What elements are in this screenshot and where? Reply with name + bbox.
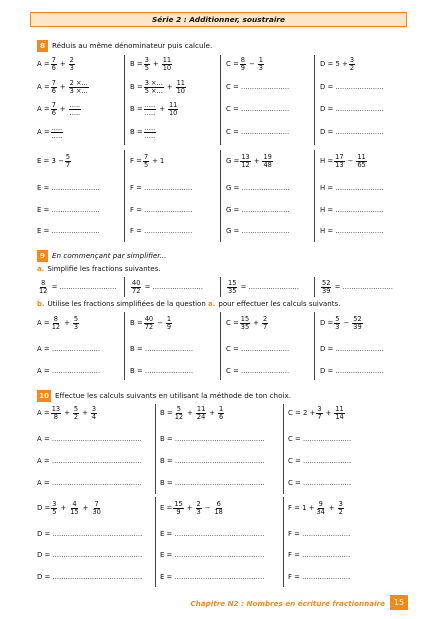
exercise-instruction: Effectue les calculs suivants en utilisant la méthode de ton choix. bbox=[55, 391, 292, 400]
expression-c-10: C = 2 + $\frac{3}{7}$ + $\frac{11}{14}$ bbox=[288, 404, 344, 421]
answer-line-a[interactable]: A = ......................................... bbox=[37, 435, 142, 443]
answer-line-d[interactable]: D = ...................... bbox=[320, 105, 384, 113]
answer-line-d[interactable]: D = ......................................... bbox=[37, 573, 143, 581]
answer-line-c[interactable]: C = ...................... bbox=[288, 435, 352, 443]
answer-line-b[interactable]: B = ......................................... bbox=[160, 479, 265, 487]
answer-line-e[interactable]: E = ......................................... bbox=[160, 530, 265, 538]
answer-line-f[interactable]: F = ...................... bbox=[130, 184, 193, 192]
expression-a-10: A = $\frac{13}{8}$ + $\frac{5}{2}$ + $\frac{3}{4}$ bbox=[37, 404, 97, 421]
answer-line-a[interactable]: A = ...................... bbox=[37, 367, 101, 375]
column-divider bbox=[314, 312, 315, 380]
answer-line-f[interactable]: F = ...................... bbox=[130, 227, 193, 235]
exercise-8-title bbox=[37, 40, 212, 52]
column-divider bbox=[124, 277, 125, 297]
simplify-15-35: $\frac{15}{35}$ = ....................... bbox=[228, 278, 299, 295]
expression-b-result: B = $\frac{.....}{.....}$ bbox=[130, 123, 156, 140]
series-header: Série 2 : Additionner, soustraire bbox=[30, 12, 407, 27]
answer-line-a[interactable]: A = ......................................... bbox=[37, 457, 142, 465]
expression-b-step: B = $\frac{3 \times...}{5 \times...}$ + $\frac{11}{10}$ bbox=[130, 78, 185, 95]
column-divider bbox=[124, 312, 125, 380]
column-divider bbox=[220, 55, 221, 145]
expression-a-step: A = $\frac{7}{6}$ + $\frac{2 \times...}{3 \times...}$ bbox=[37, 78, 88, 95]
simplify-52-39: $\frac{52}{39}$ = ....................... bbox=[322, 278, 393, 295]
expression-a-result: A = $\frac{.....}{.....}$ bbox=[37, 123, 63, 140]
answer-line-d[interactable]: D = ...................... bbox=[320, 345, 384, 353]
answer-line-h[interactable]: H = ...................... bbox=[320, 227, 384, 235]
exercise-9-title bbox=[37, 250, 166, 262]
answer-line-g[interactable]: G = ...................... bbox=[226, 184, 290, 192]
page-number: 15 bbox=[390, 595, 408, 610]
expression-h: H = $\frac{17}{13}$ − $\frac{11}{65}$ bbox=[320, 152, 366, 169]
answer-line-f[interactable]: F = ...................... bbox=[130, 206, 193, 214]
expression-f: F = $\frac{7}{5}$ + 1 bbox=[130, 152, 165, 169]
answer-line-e[interactable]: E = ...................... bbox=[37, 184, 100, 192]
answer-line-a[interactable]: A = ...................... bbox=[37, 345, 101, 353]
expression-b: B = $\frac{3}{5}$ + $\frac{11}{10}$ bbox=[130, 55, 172, 72]
expression-e: E = 3 − $\frac{5}{7}$ bbox=[37, 152, 71, 169]
column-divider bbox=[283, 497, 284, 587]
expression-a-step2: A = $\frac{7}{6}$ + $\frac{.....}{.....}$ bbox=[37, 100, 81, 117]
exercise-number-badge: 10 bbox=[39, 391, 50, 400]
column-divider bbox=[124, 55, 125, 145]
expression-b-9: B = $\frac{40}{72}$ − $\frac{1}{9}$ bbox=[130, 314, 172, 331]
answer-line-b[interactable]: B = ......................................... bbox=[160, 435, 265, 443]
expression-d-9: D = $\frac{5}{3}$ − $\frac{52}{39}$ bbox=[320, 314, 362, 331]
simplify-8-12: $\frac{8}{12}$ = .......................... bbox=[39, 278, 117, 295]
answer-line-g[interactable]: G = ...................... bbox=[226, 206, 290, 214]
answer-line-c[interactable]: C = ...................... bbox=[288, 457, 352, 465]
answer-line-f[interactable]: F = ...................... bbox=[288, 551, 351, 559]
column-divider bbox=[220, 312, 221, 380]
expression-c-9: C = $\frac{15}{35}$ + $\frac{2}{7}$ bbox=[226, 314, 268, 331]
exercise-instruction: En commençant par simplifier... bbox=[52, 251, 167, 260]
question-b: b. Utilise les fractions simplifiées de la question a. pour effectuer les calculs suivants. bbox=[37, 300, 341, 308]
answer-line-c[interactable]: C = ...................... bbox=[226, 83, 290, 91]
answer-line-d[interactable]: D = ...................... bbox=[320, 83, 384, 91]
answer-line-e[interactable]: E = ...................... bbox=[37, 227, 100, 235]
expression-d-10: D = $\frac{3}{5}$ + $\frac{4}{15}$ + $\frac{7}{30}$ bbox=[37, 499, 101, 516]
answer-line-b[interactable]: B = ......................................... bbox=[160, 457, 265, 465]
answer-line-c[interactable]: C = ...................... bbox=[226, 367, 290, 375]
answer-line-c[interactable]: C = ...................... bbox=[226, 345, 290, 353]
answer-line-a[interactable]: A = ......................................... bbox=[37, 479, 142, 487]
answer-line-d[interactable]: D = ......................................... bbox=[37, 530, 143, 538]
answer-line-e[interactable]: E = ......................................... bbox=[160, 573, 265, 581]
chapter-footer: Chapitre N2 : Nombres en écriture fractionnaire bbox=[190, 599, 385, 608]
answer-line-f[interactable]: F = ...................... bbox=[288, 530, 351, 538]
column-divider bbox=[314, 277, 315, 297]
expression-a-9: A = $\frac{8}{12}$ + $\frac{5}{3}$ bbox=[37, 314, 79, 331]
expression-a: A = $\frac{7}{6}$ + $\frac{2}{3}$ bbox=[37, 55, 74, 72]
column-divider bbox=[220, 277, 221, 297]
answer-line-e[interactable]: E = ......................................... bbox=[160, 551, 265, 559]
expression-f-10: F = 1 + $\frac{9}{34}$ + $\frac{3}{2}$ bbox=[288, 499, 343, 516]
column-divider bbox=[220, 150, 221, 242]
expression-b-step2: B = $\frac{.....}{.....}$ + $\frac{11}{10}$ bbox=[130, 100, 178, 117]
exercise-number-badge: 8 bbox=[37, 40, 48, 52]
simplify-40-72: $\frac{40}{72}$ = ....................... bbox=[132, 278, 203, 295]
answer-line-g[interactable]: G = ...................... bbox=[226, 227, 290, 235]
answer-line-d[interactable]: D = ...................... bbox=[320, 367, 384, 375]
answer-line-d[interactable]: D = ...................... bbox=[320, 128, 384, 136]
column-divider bbox=[124, 150, 125, 242]
answer-line-e[interactable]: E = ...................... bbox=[37, 206, 100, 214]
answer-line-h[interactable]: H = ...................... bbox=[320, 206, 384, 214]
answer-line-b[interactable]: B = ...................... bbox=[130, 367, 194, 375]
answer-line-c[interactable]: C = ...................... bbox=[288, 479, 352, 487]
expression-e-10: E = $\frac{15}{9}$ + $\frac{2}{3}$ − $\frac{6}{18}$ bbox=[160, 499, 223, 516]
exercise-instruction: Réduis au même dénominateur puis calcule. bbox=[52, 41, 213, 50]
column-divider bbox=[155, 497, 156, 587]
column-divider bbox=[155, 404, 156, 494]
question-a: a. Simplifie les fractions suivantes. bbox=[37, 265, 161, 273]
answer-line-c[interactable]: C = ...................... bbox=[226, 128, 290, 136]
answer-line-b[interactable]: B = ...................... bbox=[130, 345, 194, 353]
column-divider bbox=[314, 150, 315, 242]
answer-line-h[interactable]: H = ...................... bbox=[320, 184, 384, 192]
expression-c: C = $\frac{8}{9}$ − $\frac{1}{3}$ bbox=[226, 55, 263, 72]
exercise-10-title bbox=[37, 390, 291, 402]
exercise-number-badge: 9 bbox=[37, 250, 48, 262]
answer-line-f[interactable]: F = ...................... bbox=[288, 573, 351, 581]
answer-line-c[interactable]: C = ...................... bbox=[226, 105, 290, 113]
answer-line-d[interactable]: D = ......................................... bbox=[37, 551, 143, 559]
column-divider bbox=[283, 404, 284, 494]
column-divider bbox=[314, 55, 315, 145]
expression-b-10: B = $\frac{5}{12}$ + $\frac{11}{24}$ + $\frac{1}{6}$ bbox=[160, 404, 224, 421]
expression-g: G = $\frac{13}{12}$ + $\frac{19}{48}$ bbox=[226, 152, 272, 169]
expression-d: D = 5 + $\frac{3}{2}$ bbox=[320, 55, 355, 72]
